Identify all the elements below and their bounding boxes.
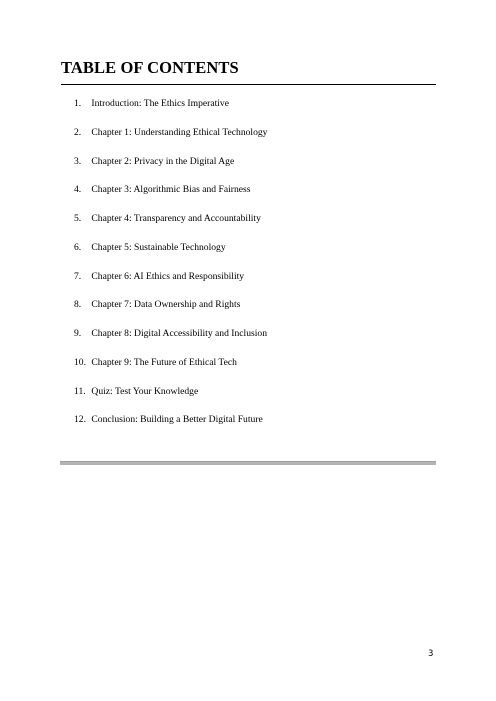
toc-item-introduction[interactable] bbox=[74, 98, 229, 110]
toc-item-number: 11. bbox=[74, 386, 86, 397]
toc-item-chapter-8[interactable] bbox=[74, 328, 267, 340]
toc-item-chapter-9[interactable] bbox=[74, 357, 237, 369]
toc-item-number: 2. bbox=[74, 127, 82, 138]
toc-item-title: Chapter 1: Understanding Ethical Technology bbox=[91, 127, 268, 138]
toc-item-number: 6. bbox=[74, 242, 82, 253]
toc-item-chapter-1[interactable] bbox=[74, 127, 267, 139]
page-title: TABLE OF CONTENTS bbox=[61, 58, 239, 77]
toc-item-number: 7. bbox=[74, 271, 82, 282]
toc-item-title: Chapter 5: Sustainable Technology bbox=[91, 242, 226, 253]
toc-item-number: 8. bbox=[74, 299, 82, 310]
toc-item-title: Quiz: Test Your Knowledge bbox=[91, 386, 199, 397]
toc-item-chapter-3[interactable] bbox=[74, 184, 250, 196]
toc-item-number: 9. bbox=[74, 328, 82, 339]
toc-item-number: 5. bbox=[74, 213, 82, 224]
toc-item-title: Chapter 6: AI Ethics and Responsibility bbox=[91, 271, 245, 282]
toc-item-conclusion[interactable] bbox=[74, 414, 263, 426]
toc-item-title: Chapter 4: Transparency and Accountability bbox=[91, 213, 261, 224]
toc-item-title: Chapter 7: Data Ownership and Rights bbox=[91, 299, 241, 310]
toc-item-title: Chapter 3: Algorithmic Bias and Fairness bbox=[91, 184, 251, 195]
toc-item-quiz[interactable] bbox=[74, 386, 198, 398]
toc-item-title: Conclusion: Building a Better Digital Future bbox=[91, 414, 263, 425]
page-number: 3 bbox=[428, 649, 434, 659]
toc-item-title: Introduction: The Ethics Imperative bbox=[91, 98, 229, 109]
toc-item-chapter-4[interactable] bbox=[74, 213, 261, 225]
toc-item-title: Chapter 9: The Future of Ethical Tech bbox=[91, 357, 237, 368]
title-divider bbox=[61, 84, 436, 85]
toc-item-chapter-5[interactable] bbox=[74, 242, 226, 254]
toc-item-number: 12. bbox=[74, 414, 86, 425]
toc-item-number: 1. bbox=[74, 98, 82, 109]
toc-item-chapter-7[interactable] bbox=[74, 299, 240, 311]
toc-item-number: 4. bbox=[74, 184, 82, 195]
toc-item-number: 10. bbox=[74, 357, 86, 368]
toc-item-number: 3. bbox=[74, 156, 82, 167]
toc-item-title: Chapter 2: Privacy in the Digital Age bbox=[91, 156, 235, 167]
toc-item-title: Chapter 8: Digital Accessibility and Inclusion bbox=[91, 328, 267, 339]
section-divider bbox=[60, 461, 436, 465]
toc-item-chapter-2[interactable] bbox=[74, 156, 234, 168]
toc-item-chapter-6[interactable] bbox=[74, 271, 244, 283]
